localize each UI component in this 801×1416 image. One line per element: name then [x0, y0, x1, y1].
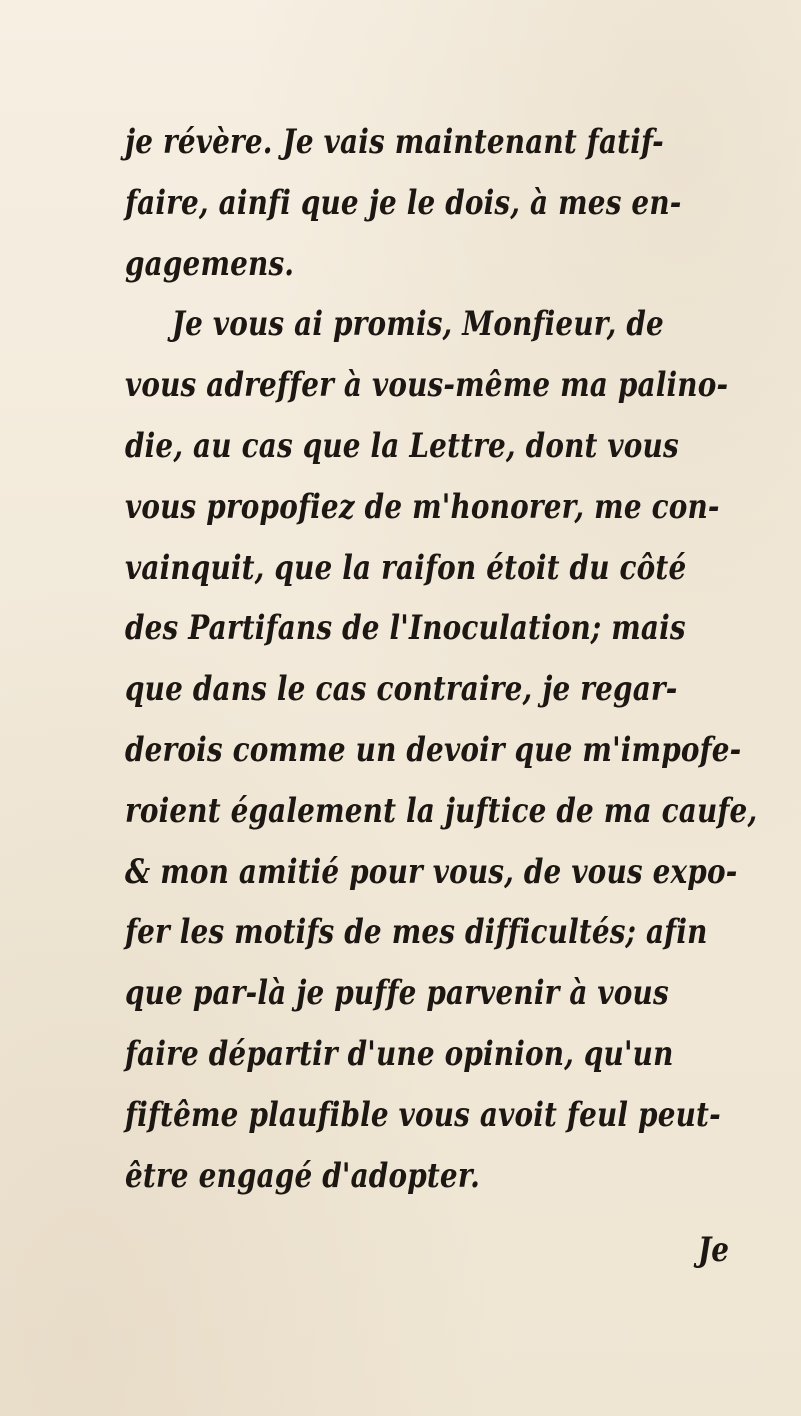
text-line: fer les motifs de mes difficultés; afin: [125, 912, 708, 953]
text-line: fiftême plaufible vous avoit feul peut-: [125, 1094, 721, 1135]
body-text: [125, 112, 775, 1206]
text-line: je révère. Je vais maintenant fatif-: [125, 122, 664, 162]
text-line: que par-là je puffe parvenir à vous: [125, 973, 669, 1014]
text-line: être engagé d'adopter.: [125, 1155, 480, 1196]
text-line: vainquit, que la raifon étoit du côté: [125, 547, 687, 588]
text-line: faire, ainfi que je le dois, à mes en-: [125, 182, 682, 223]
text-line: Je vous ai promis, Monfieur, de: [171, 304, 664, 345]
text-line: gagemens.: [125, 243, 295, 284]
text-line: derois comme un devoir que m'impofe-: [125, 729, 742, 770]
text-line: & mon amitié pour vous, de vous expo-: [125, 851, 738, 892]
text-line: roient également la juftice de ma caufe,: [125, 790, 758, 831]
text-line: vous propofiez de m'honorer, me con-: [125, 486, 720, 527]
text-line: des Partifans de l'Inoculation; mais: [125, 608, 686, 649]
text-line: vous adreffer à vous-même ma palino-: [125, 365, 729, 406]
text-line: faire départir d'une opinion, qu'un: [125, 1033, 674, 1074]
text-line: que dans le cas contraire, je regar-: [125, 669, 678, 710]
text-line: die, au cas que la Lettre, dont vous: [125, 425, 679, 466]
catchword: Je: [698, 1230, 729, 1270]
